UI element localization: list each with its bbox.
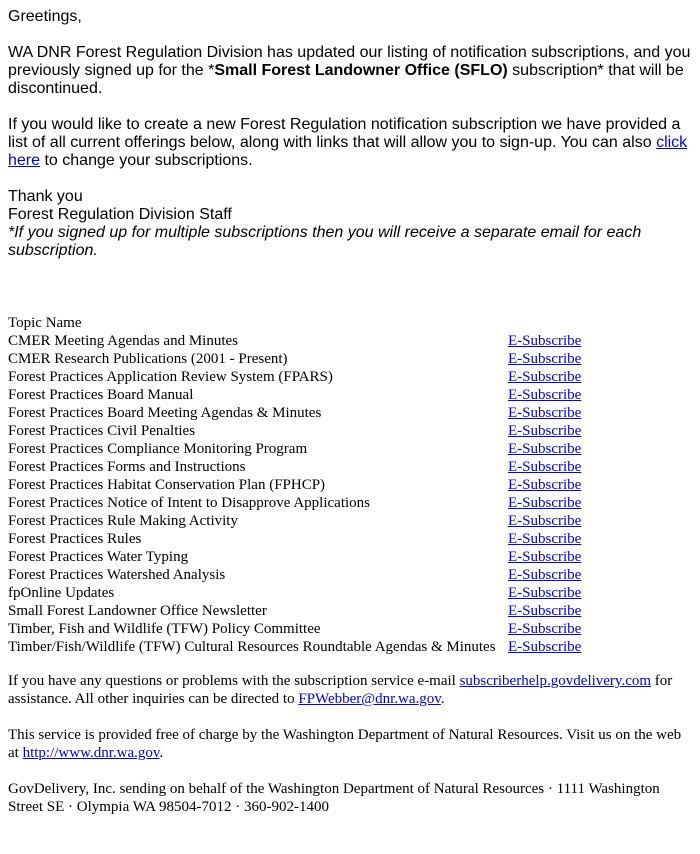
email-body [8,8,694,816]
topic-name: Forest Practices Rule Making Activity [8,513,238,529]
instructions-paragraph [8,116,694,170]
e-subscribe-link[interactable]: E-Subscribe [508,405,582,421]
instructions-text-end: to change your subscriptions. [40,152,253,169]
table-row [8,332,688,350]
e-subscribe-link[interactable]: E-Subscribe [508,459,582,475]
table-row [8,512,688,530]
topics-section [8,314,694,656]
subscribe-cell [508,350,688,368]
topic-name: Forest Practices Board Meeting Agendas & Minutes [8,405,322,421]
topic-name: Forest Practices Rules [8,531,142,547]
subscribe-cell [508,422,688,440]
table-row [8,386,688,404]
table-row [8,566,688,584]
topic-name: Forest Practices Water Typing [8,549,189,565]
subscribe-cell [508,548,688,566]
table-row [8,368,688,386]
topic-name: Timber/Fish/Wildlife (TFW) Cultural Resources Roundtable Agendas & Minutes [8,639,496,655]
spacer [8,656,694,672]
table-row [8,440,688,458]
topic-name: Timber, Fish and Wildlife (TFW) Policy Committee [8,621,321,637]
subscribe-cell [508,620,688,638]
subscribe-cell [508,638,688,656]
e-subscribe-link[interactable]: E-Subscribe [508,441,582,457]
service-paragraph [8,726,694,762]
signature-line: Forest Regulation Division Staff [8,206,232,223]
table-row [8,494,688,512]
table-row [8,476,688,494]
e-subscribe-link[interactable]: E-Subscribe [508,585,582,601]
subscribe-cell [508,404,688,422]
subscribe-cell [508,512,688,530]
subscribe-cell [508,494,688,512]
table-row [8,422,688,440]
greeting: Greetings, [8,8,82,25]
support-text-start: If you have any questions or problems with the subscription service e-mail [8,673,460,689]
topic-name: fpOnline Updates [8,585,115,601]
notice-text-end: subscription* that will be discontinued. [8,62,684,97]
e-subscribe-link[interactable]: E-Subscribe [508,495,582,511]
table-row [8,548,688,566]
subscribe-cell [508,458,688,476]
e-subscribe-link[interactable]: E-Subscribe [508,423,582,439]
subscribe-cell [508,530,688,548]
multiple-subscriptions-note: *If you signed up for multiple subscriptions then you will receive a separate email for each subscription. [8,224,642,259]
e-subscribe-link[interactable]: E-Subscribe [508,369,582,385]
topic-name: CMER Meeting Agendas and Minutes [8,333,238,349]
table-row [8,404,688,422]
e-subscribe-link[interactable]: E-Subscribe [508,621,582,637]
table-row [8,350,688,368]
topic-name: Forest Practices Forms and Instructions [8,459,246,475]
table-row [8,458,688,476]
click-here-link[interactable]: click here [8,134,688,169]
e-subscribe-link[interactable]: E-Subscribe [508,333,582,349]
topic-table [8,332,688,656]
topic-name: Small Forest Landowner Office Newsletter [8,603,267,619]
table-row [8,620,688,638]
e-subscribe-link[interactable]: E-Subscribe [508,513,582,529]
table-row [8,638,688,656]
topic-name: Forest Practices Notice of Intent to Disapprove Applications [8,495,370,511]
table-row [8,530,688,548]
subscribe-cell [508,368,688,386]
subscribe-cell [508,566,688,584]
subscribe-cell [508,476,688,494]
subscribe-cell [508,602,688,620]
sender-address: GovDelivery, Inc. sending on behalf of the Washington Department of Natural Resources · 1111 Washington Street SE · Olympia WA 98504-7012 · 360-902-1400 [8,781,660,815]
notice-text-start: WA DNR Forest Regulation Division has updated our listing of notification subscriptions, and you previously signed up for the * [8,44,691,79]
subscribe-cell [508,440,688,458]
fpwebber-email-link[interactable]: FPWebber@dnr.wa.gov [298,691,441,707]
notice-paragraph [8,44,694,98]
table-row [8,602,688,620]
e-subscribe-link[interactable]: E-Subscribe [508,387,582,403]
subscribe-cell [508,386,688,404]
e-subscribe-link[interactable]: E-Subscribe [508,477,582,493]
thanks-line: Thank you [8,188,83,205]
e-subscribe-link[interactable]: E-Subscribe [508,639,582,655]
topic-name: Forest Practices Civil Penalties [8,423,196,439]
topic-name: Forest Practices Watershed Analysis [8,567,226,583]
topic-name: Forest Practices Compliance Monitoring Program [8,441,308,457]
topic-name: Forest Practices Habitat Conservation Plan (FPHCP) [8,477,326,493]
e-subscribe-link[interactable]: E-Subscribe [508,531,582,547]
service-text-start: This service is provided free of charge by the Washington Department of Natural Resources. Visit us on the web at [8,727,682,761]
footer-section [8,672,694,816]
dnr-website-link[interactable]: http://www.dnr.wa.gov [22,745,160,761]
intro-section [8,8,694,260]
spacer [8,260,694,314]
e-subscribe-link[interactable]: E-Subscribe [508,567,582,583]
subscription-name: Small Forest Landowner Office (SFLO) [214,62,508,79]
support-text-end: . [440,691,445,707]
table-row [8,584,688,602]
topic-name: Forest Practices Application Review System (FPARS) [8,369,333,385]
e-subscribe-link[interactable]: E-Subscribe [508,603,582,619]
e-subscribe-link[interactable]: E-Subscribe [508,351,582,367]
topic-table-header: Topic Name [8,315,82,331]
support-text-mid: for assistance. All other inquiries can be directed to [8,673,673,707]
topic-name: CMER Research Publications (2001 - Present) [8,351,288,367]
e-subscribe-link[interactable]: E-Subscribe [508,549,582,565]
topic-name: Forest Practices Board Manual [8,387,194,403]
service-text-end: . [159,745,164,761]
subscribe-cell [508,584,688,602]
instructions-text-start: If you would like to create a new Forest Regulation notification subscription we have provided a list of all current offerings below, along with links that will allow you to sign-up. You can also [8,116,681,151]
subscribe-cell [508,332,688,350]
support-paragraph [8,672,694,708]
subscriberhelp-link[interactable]: subscriberhelp.govdelivery.com [459,673,652,689]
